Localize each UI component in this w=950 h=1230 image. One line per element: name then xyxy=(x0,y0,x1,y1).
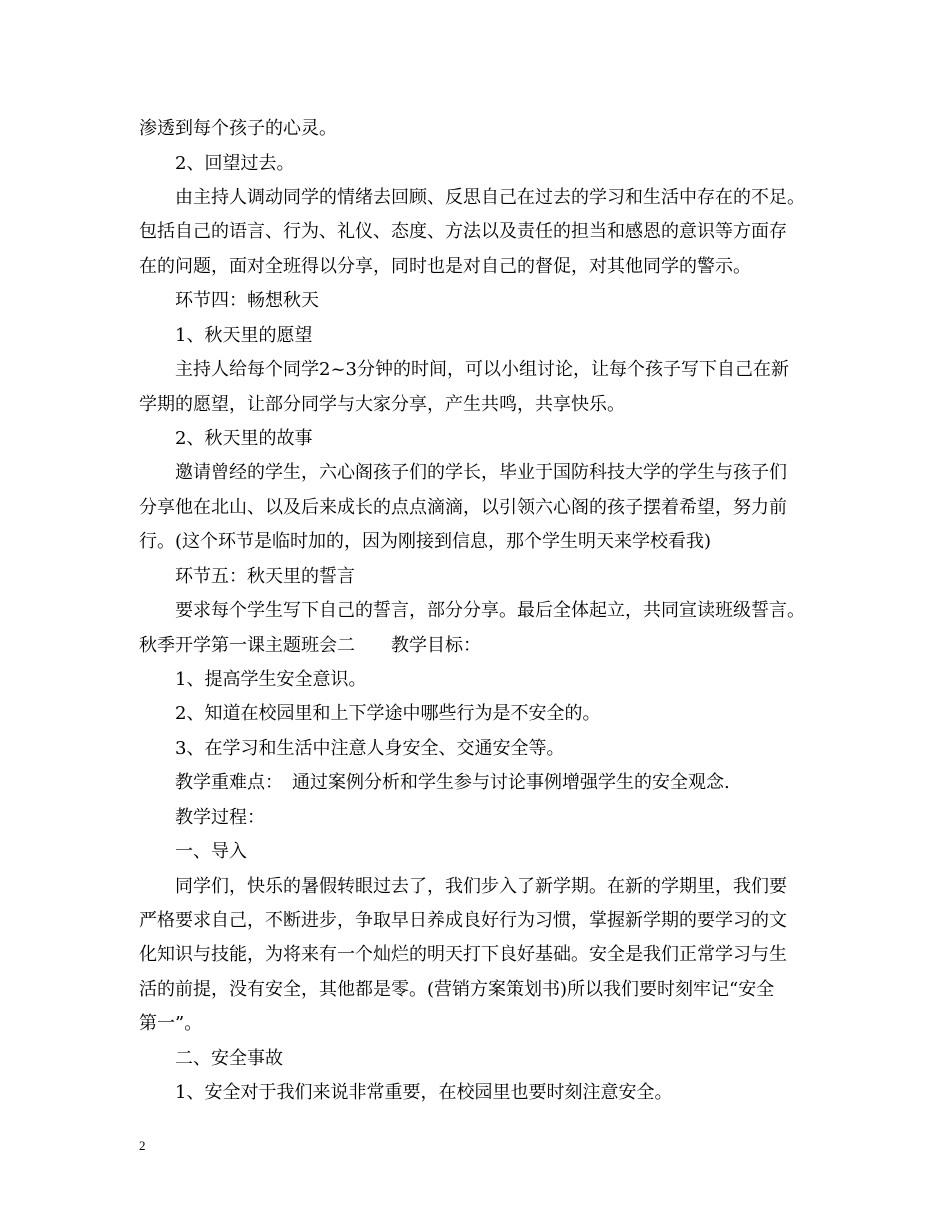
text-line: 1、提高学生安全意识。 xyxy=(175,669,367,690)
text-line: 同学们，快乐的暑假转眼过去了，我们步入了新学期。在新的学期里，我们要 xyxy=(175,876,787,897)
text-line: 教学重难点： 通过案例分析和学生参与讨论事例增强学生的安全观念. xyxy=(175,772,730,793)
text-line: 主持人给每个同学2~3分钟的时间，可以小组讨论，让每个孩子写下自己在新 xyxy=(175,359,789,380)
text-line: 由主持人调动同学的情绪去回顾、反思自己在过去的学习和生活中存在的不足。 xyxy=(175,187,805,208)
text-line: 第一”。 xyxy=(139,1013,203,1034)
text-line: 活的前提，没有安全，其他都是零。(营销方案策划书)所以我们要时刻牢记“安全 xyxy=(139,979,775,1000)
text-line: 2、秋天里的故事 xyxy=(175,428,313,449)
text-line: 分享他在北山、以及后来成长的点点滴滴，以引领六心阁的孩子摆着希望，努力前 xyxy=(139,497,787,518)
text-line: 严格要求自己，不断进步，争取早日养成良好行为习惯，掌握新学期的要学习的文 xyxy=(139,910,787,931)
text-line: 3、在学习和生活中注意人身安全、交通安全等。 xyxy=(175,738,565,759)
text-line: 行。(这个环节是临时加的，因为刚接到信息，那个学生明天来学校看我) xyxy=(139,531,712,552)
text-line: 邀请曾经的学生，六心阁孩子们的学长，毕业于国防科技大学的学生与孩子们 xyxy=(175,462,787,483)
text-line: 2、知道在校园里和上下学途中哪些行为是不安全的。 xyxy=(175,703,601,724)
text-line: 教学过程： xyxy=(175,807,265,828)
section-heading: 一、导入 xyxy=(175,841,247,862)
text-line: 1、秋天里的愿望 xyxy=(175,325,313,346)
text-line: 2、回望过去。 xyxy=(175,153,295,174)
section-heading: 环节四：畅想秋天 xyxy=(175,290,319,311)
section-heading: 环节五：秋天里的誓言 xyxy=(175,566,355,587)
text-line: 学期的愿望，让部分同学与大家分享，产生共鸣，共享快乐。 xyxy=(139,394,625,415)
text-line: 1、安全对于我们来说非常重要，在校园里也要时刻注意安全。 xyxy=(175,1082,673,1103)
section-heading: 二、安全事故 xyxy=(175,1048,283,1069)
text-line: 要求每个学生写下自己的誓言，部分分享。最后全体起立，共同宣读班级誓言。 xyxy=(175,600,805,621)
text-line: 渗透到每个孩子的心灵。 xyxy=(139,118,337,139)
text-line: 包括自己的语言、行为、礼仪、态度、方法以及责任的担当和感恩的意识等方面存 xyxy=(139,221,787,242)
text-line: 秋季开学第一课主题班会二 教学目标： xyxy=(139,635,481,656)
page-number: 2 xyxy=(139,1138,146,1153)
text-line: 化知识与技能，为将来有一个灿烂的明天打下良好基础。安全是我们正常学习与生 xyxy=(139,944,787,965)
text-line: 在的问题，面对全班得以分享，同时也是对自己的督促，对其他同学的警示。 xyxy=(139,256,751,277)
